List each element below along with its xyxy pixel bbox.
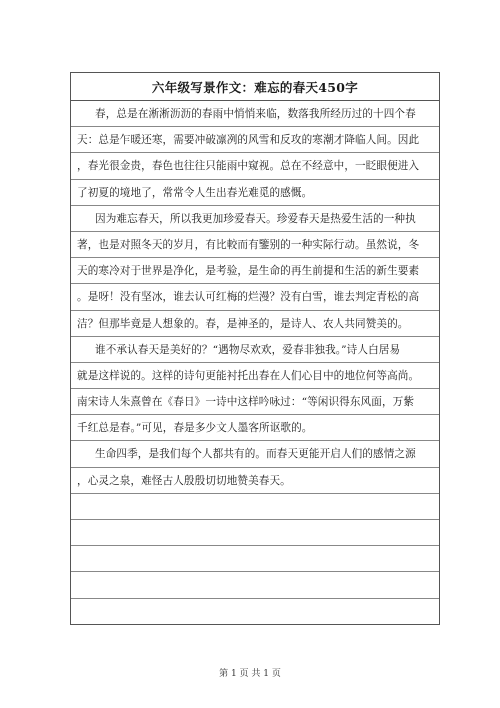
essay-title: 六年级写景作文：难忘的春天450字 xyxy=(71,73,439,101)
essay-line: ，春光很金贵，春色也往往只能雨中窥视。总在不经意中，一眨眼便进入 xyxy=(71,153,439,179)
blank-ruled-line xyxy=(71,520,439,546)
essay-line: 春，总是在淅淅沥沥的春雨中悄悄来临，数落我所经历过的十四个春 xyxy=(71,101,439,127)
essay-line: 因为难忘春天，所以我更加珍爱春天。珍爱春天是热爱生活的一种执 xyxy=(71,206,439,232)
blank-ruled-line xyxy=(71,546,439,572)
essay-line: 著，也是对照冬天的岁月，有比較而有鑒别的一种实际行动。虽然说，冬 xyxy=(71,232,439,258)
essay-line: 了初夏的境地了，常常令人生出春光难觅的感慨。 xyxy=(71,180,439,206)
essay-line: 。是呀！没有坚冰，谁去认可红梅的烂漫？没有白雪，谁去判定青松的高 xyxy=(71,284,439,310)
essay-lines xyxy=(71,101,439,625)
essay-line: 生命四季，是我们每个人都共有的。而春天更能开启人们的感情之源 xyxy=(71,441,439,467)
essay-line: 天的寒冷对于世界是净化，是考验，是生命的再生前提和生活的新生要素 xyxy=(71,258,439,284)
essay-line: 千红总是春。”可见，春是多少文人墨客所讴歌的。 xyxy=(71,415,439,441)
blank-ruled-line xyxy=(71,599,439,625)
essay-line: 洁？但那毕竟是人想象的。春，是神圣的，是诗人、农人共同赞美的。 xyxy=(71,311,439,337)
essay-line: 就是这样说的。这样的诗句更能衬托出春在人们心目中的地位何等高尚。 xyxy=(71,363,439,389)
essay-line: 南宋诗人朱熹曾在《春日》一诗中这样吟咏过：“等闲识得东风面，万紫 xyxy=(71,389,439,415)
essay-line: ，心灵之泉，难怪古人殷殷切切地赞美春天。 xyxy=(71,468,439,494)
essay-line: 谁不承认春天是美好的？“遇物尽欢欢，爱春非独我。”诗人白居易 xyxy=(71,337,439,363)
blank-ruled-line xyxy=(71,494,439,520)
essay-line: 天：总是乍暖还寒，需要冲破凛冽的风雪和反攻的寒潮才降临人间。因此 xyxy=(71,127,439,153)
blank-ruled-line xyxy=(71,572,439,598)
page-footer: 第 1 页 共 1 页 xyxy=(219,669,281,679)
essay-sheet xyxy=(70,72,440,625)
